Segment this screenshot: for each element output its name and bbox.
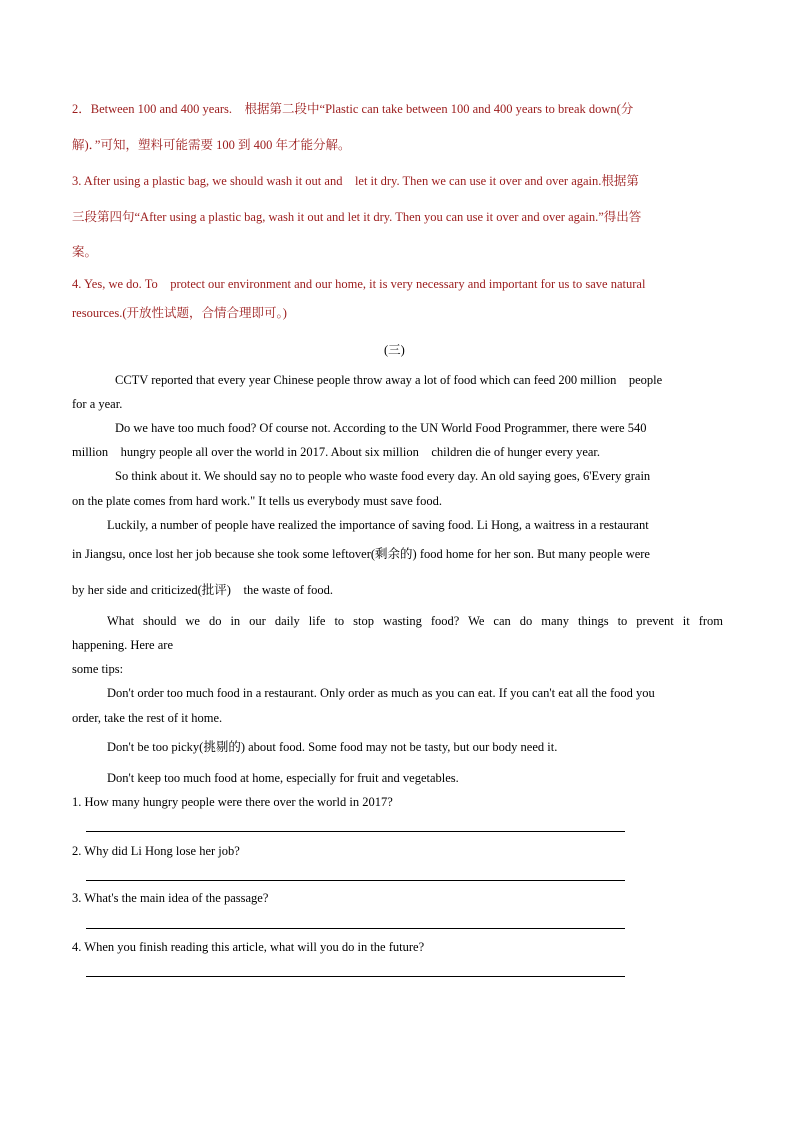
passage-p3-line-2: on the plate comes from hard work." It tells us everybody must save food. [72, 494, 442, 508]
passage-p5-line-1: What should we do in our daily life to stop wasting food? We can do many things to prevent it from [107, 614, 723, 628]
passage-p4-line-2: in Jiangsu, once lost her job because she took some leftover(剩余的) food home for her son. But many people were [72, 547, 650, 561]
passage-p5-line-3: some tips: [72, 662, 124, 676]
passage-p2-line-2: million hungry people all over the world in 2017. About six million children die of hunger every year. [72, 445, 601, 459]
passage-tip-3: Don't keep too much food at home, especially for fruit and vegetables. [107, 771, 459, 785]
passage-p1-line-1: CCTV reported that every year Chinese people throw away a lot of food which can feed 200 million people [115, 373, 663, 387]
passage-tip-2: Don't be too picky(挑剔的) about food. Some food may not be tasty, but our body need it. [107, 740, 558, 754]
answer-line-4[interactable] [86, 976, 625, 977]
answer-3-line-2: 三段第四句“After using a plastic bag, wash it out and let it dry. Then you can use it over and over again.”得出答 [72, 210, 642, 224]
passage-p4-line-3: by her side and criticized(批评) the waste of food. [72, 583, 334, 597]
answer-line-1[interactable] [86, 831, 625, 832]
passage-tip-1-line-1: Don't order too much food in a restaurant. Only order as much as you can eat. If you can't eat all the food you [107, 686, 655, 700]
answer-4-line-2: resources.(开放性试题，合情合理即可。) [72, 306, 287, 320]
passage-p1-line-2: for a year. [72, 397, 123, 411]
passage-tip-1-line-2: order, take the rest of it home. [72, 711, 223, 725]
question-2: 2. Why did Li Hong lose her job? [72, 844, 240, 858]
question-1: 1. How many hungry people were there over the world in 2017? [72, 795, 393, 809]
passage-p3-line-1: So think about it. We should say no to people who waste food every day. An old saying goes, 6'Every grain [115, 469, 651, 483]
answer-3-line-3: 案。 [72, 245, 98, 259]
section-title: (三) [384, 343, 405, 357]
passage-p4-line-1: Luckily, a number of people have realized the importance of saving food. Li Hong, a waitress in a restaurant [107, 518, 649, 532]
answer-2-line-1: 2．Between 100 and 400 years. 根据第二段中“Plastic can take between 100 and 400 years to break down(分 [72, 102, 634, 116]
question-4: 4. When you finish reading this article, what will you do in the future? [72, 940, 425, 954]
answer-3-line-1: 3. After using a plastic bag, we should wash it out and let it dry. Then we can use it over and over again.根据第 [72, 174, 639, 188]
passage-p2-line-1: Do we have too much food? Of course not. According to the UN World Food Programmer, there were 540 [115, 421, 647, 435]
question-3: 3. What's the main idea of the passage? [72, 891, 269, 905]
passage-p5-line-2: happening. Here are [72, 638, 173, 652]
answer-2-line-2: 解)．”可知，塑料可能需要 100 到 400 年才能分解。 [72, 138, 351, 152]
answer-line-2[interactable] [86, 880, 625, 881]
answer-4-line-1: 4. Yes, we do. To protect our environment and our home, it is very necessary and important for us to save natural [72, 277, 646, 291]
answer-line-3[interactable] [86, 928, 625, 929]
